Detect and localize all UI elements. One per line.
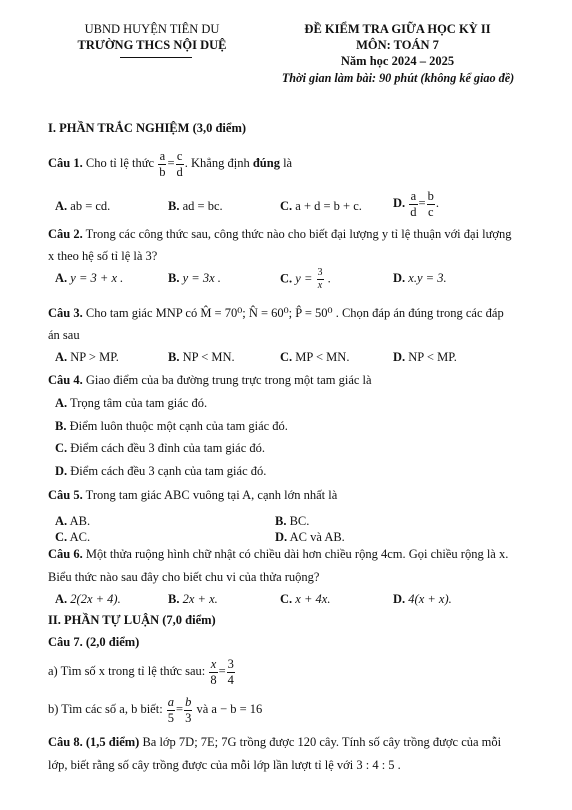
q6-b-text: 2x + x. xyxy=(179,592,218,606)
q1-option-c xyxy=(280,199,362,214)
q7-b-frac-left xyxy=(167,696,175,724)
q1-d-b: b xyxy=(427,189,434,203)
q1-a-label: A. xyxy=(55,199,68,213)
subject xyxy=(290,38,505,53)
q4-option-d xyxy=(55,464,266,479)
q1-frac-a: a xyxy=(159,149,166,163)
question-7a xyxy=(48,658,236,686)
q1-text-before: Cho tỉ lệ thức xyxy=(82,155,158,170)
q1-text-end: là xyxy=(279,155,293,170)
q5-a-text: AB. xyxy=(67,514,91,528)
q4-d-text: Điểm cách đều 3 cạnh của tam giác đó. xyxy=(67,464,267,478)
q5-b-label: B. xyxy=(275,514,287,528)
section1-title xyxy=(48,121,246,136)
question-3-line2 xyxy=(48,328,80,343)
q3-option-d xyxy=(393,350,457,365)
q5-text: Trong tam giác ABC vuông tại A, cạnh lớn nhất là xyxy=(82,488,338,502)
q2-label: Câu 2. xyxy=(48,227,83,241)
q3-a-label: A. xyxy=(55,350,68,364)
q4-a-label: A. xyxy=(55,396,68,410)
q5-option-c xyxy=(55,530,90,545)
header-right-line2: MÔN: TOÁN 7 xyxy=(356,38,439,52)
q5-label: Câu 5. xyxy=(48,488,83,502)
q1-frac-b: b xyxy=(159,164,166,179)
q3-option-a xyxy=(55,350,119,365)
q4-a-text: Trọng tâm của tam giác đó. xyxy=(67,396,208,410)
q5-c-text: AC. xyxy=(67,530,91,544)
q2-b-label: B. xyxy=(168,271,180,285)
q3-b-label: B. xyxy=(168,350,180,364)
q3-c-text: MP < MN. xyxy=(292,350,350,364)
q2-b-text: y = 3x . xyxy=(179,271,221,285)
q1-b-label: B. xyxy=(168,199,180,213)
q7-a-num2: 3 xyxy=(227,657,234,671)
q4-option-a xyxy=(55,396,207,411)
q4-b-text: Điểm luôn thuộc một cạnh của tam giác đó. xyxy=(66,419,288,433)
section2-title-text: II. PHẦN TỰ LUẬN (7,0 điểm) xyxy=(48,613,216,627)
q1-d-frac-right xyxy=(427,190,435,218)
q2-option-c xyxy=(280,268,331,291)
exam-title xyxy=(290,22,505,37)
q4-option-b xyxy=(55,419,288,434)
question-8-line1 xyxy=(48,735,501,750)
q5-d-label: D. xyxy=(275,530,288,544)
q1-c-label: C. xyxy=(280,199,293,213)
header-left-line1: UBND HUYỆN TIÊN DU xyxy=(84,22,220,36)
q5-option-d xyxy=(275,530,345,545)
q1-a-text: ab = cd. xyxy=(67,199,111,213)
q5-b-text: BC. xyxy=(286,514,310,528)
school-name-underline xyxy=(120,57,192,58)
question-8-line2 xyxy=(48,758,401,773)
q2-option-b xyxy=(168,271,221,286)
q6-line1: Một thửa ruộng hình chữ nhật có chiều dài hơn chiều rộng 4cm. Gọi chiều rộng là x. xyxy=(82,547,509,561)
q2-c-pre: y = xyxy=(292,271,316,286)
q7-a-frac-left xyxy=(209,658,217,686)
q6-d-text: 4(x + x). xyxy=(405,592,452,606)
q7-b-num1: a xyxy=(167,695,175,709)
section1-title-text: I. PHẦN TRẮC NGHIỆM (3,0 điểm) xyxy=(48,121,247,135)
q1-c-text: a + d = b + c. xyxy=(292,199,362,213)
q1-text-after: . Khẳng định xyxy=(184,155,253,170)
q2-a-text: y = 3 + x . xyxy=(67,271,124,285)
q6-line2: Biểu thức nào sau đây cho biết chu vi của thửa ruộng? xyxy=(48,570,320,584)
q2-line2: x theo hệ số tỉ lệ là 3? xyxy=(48,249,158,263)
q1-frac-left xyxy=(158,150,166,178)
school-name xyxy=(62,38,242,53)
q7-a-den1: 8 xyxy=(210,672,217,687)
q1-b-text: ad = bc. xyxy=(179,199,223,213)
q6-option-c xyxy=(280,592,330,607)
q7-b-num2: b xyxy=(185,695,192,709)
q1-bold-word: đúng xyxy=(252,155,280,170)
school-year xyxy=(290,54,505,69)
question-7-label xyxy=(48,635,139,650)
q1-frac-right xyxy=(176,150,184,178)
q5-d-text: AC và AB. xyxy=(287,530,345,544)
q1-eq: = xyxy=(167,155,175,170)
q4-b-label: B. xyxy=(55,419,67,433)
q8-line1: Ba lớp 7D; 7E; 7G trồng được 120 cây. Tính số cây trồng được của mỗi xyxy=(139,735,502,749)
q2-c-num: 3 xyxy=(317,267,323,278)
q7-a-text: a) Tìm số x trong tỉ lệ thức sau: xyxy=(48,663,209,678)
q6-option-d xyxy=(393,592,452,607)
q4-c-label: C. xyxy=(55,441,68,455)
question-6-line2 xyxy=(48,570,319,585)
question-6-line1 xyxy=(48,547,508,562)
q3-line1: Cho tam giác MNP có M̂ = 70⁰; N̂ = 60⁰; P̂ = 50⁰ . Chọn đáp án đúng trong các đáp xyxy=(82,306,504,320)
q4-label: Câu 4. xyxy=(48,373,83,387)
q7-a-frac-right xyxy=(227,658,235,686)
q7-a-num1: x xyxy=(210,657,217,671)
question-4 xyxy=(48,373,372,388)
q3-option-c xyxy=(280,350,349,365)
q6-c-label: C. xyxy=(280,592,293,606)
q2-line1: Trong các công thức sau, công thức nào cho biết đại lượng y tỉ lệ thuận với đại lượng xyxy=(82,227,512,241)
q2-option-a xyxy=(55,271,123,286)
q1-option-d xyxy=(393,190,439,218)
q1-d-d: d xyxy=(410,204,417,219)
q8-line2: lớp, biết rằng số cây trồng được của mỗi lớp lần lượt tỉ lệ với 3 : 4 : 5 . xyxy=(48,758,401,772)
q4-d-label: D. xyxy=(55,464,68,478)
q3-c-label: C. xyxy=(280,350,293,364)
q1-d-a: a xyxy=(410,189,417,203)
q6-option-b xyxy=(168,592,218,607)
q3-d-text: NP < MP. xyxy=(405,350,457,364)
q8-label: Câu 8. (1,5 điểm) xyxy=(48,735,140,749)
q6-d-label: D. xyxy=(393,592,406,606)
q6-a-label: A. xyxy=(55,592,68,606)
header-right-line3: Năm học 2024 – 2025 xyxy=(340,54,455,68)
q5-option-a xyxy=(55,514,90,529)
q7-a-eq: = xyxy=(218,663,226,678)
q7-b-frac-right xyxy=(184,696,192,724)
q1-d-eq: = xyxy=(418,195,426,210)
header-left-line2: TRƯỜNG THCS NỘI DUỆ xyxy=(77,38,227,52)
q6-a-text: 2(2x + 4). xyxy=(67,592,121,606)
question-1 xyxy=(48,150,292,178)
q5-c-label: C. xyxy=(55,530,68,544)
q6-label: Câu 6. xyxy=(48,547,83,561)
q7-b-den2: 3 xyxy=(185,710,192,725)
question-3-line1 xyxy=(48,305,504,321)
q6-c-text: x + 4x. xyxy=(292,592,331,606)
q2-c-frac xyxy=(317,268,324,291)
q1-d-label: D. xyxy=(393,195,406,210)
q3-label: Câu 3. xyxy=(48,306,83,320)
q7-b-text: b) Tìm các số a, b biết: xyxy=(48,701,166,716)
q5-a-label: A. xyxy=(55,514,68,528)
q3-line2: án sau xyxy=(48,328,80,342)
q2-a-label: A. xyxy=(55,271,68,285)
q6-option-a xyxy=(55,592,121,607)
q3-b-text: NP < MN. xyxy=(179,350,235,364)
question-5 xyxy=(48,488,337,503)
q2-c-den: x xyxy=(317,280,323,291)
q1-label: Câu 1. xyxy=(48,155,83,170)
q2-c-label: C. xyxy=(280,271,293,286)
q1-frac-d: d xyxy=(176,164,183,179)
q1-d-end: . xyxy=(435,195,439,210)
question-2-line1 xyxy=(48,227,512,242)
q7-label: Câu 7. (2,0 điểm) xyxy=(48,635,140,649)
q2-d-label: D. xyxy=(393,271,406,285)
section2-title xyxy=(48,613,216,628)
q4-option-c xyxy=(55,441,265,456)
header-right-line4: Thời gian làm bài: 90 phút (không kể giao đề) xyxy=(281,71,515,85)
q1-d-frac-left xyxy=(409,190,417,218)
q1-d-c: c xyxy=(427,204,434,219)
q3-a-text: NP > MP. xyxy=(67,350,119,364)
q7-a-den2: 4 xyxy=(227,672,234,687)
q2-option-d xyxy=(393,271,447,286)
q1-option-a xyxy=(55,199,110,214)
q3-option-b xyxy=(168,350,235,365)
q7-b-end: và a − b = 16 xyxy=(193,701,263,716)
q1-frac-c: c xyxy=(176,149,183,163)
time-allowed xyxy=(270,71,526,86)
school-district xyxy=(62,22,242,37)
question-2-line2 xyxy=(48,249,157,264)
q3-d-label: D. xyxy=(393,350,406,364)
q5-option-b xyxy=(275,514,309,529)
q6-b-label: B. xyxy=(168,592,180,606)
q1-option-b xyxy=(168,199,223,214)
q4-c-text: Điểm cách đều 3 đỉnh của tam giác đó. xyxy=(67,441,266,455)
q4-text: Giao điểm của ba đường trung trực trong một tam giác là xyxy=(82,373,372,387)
header-right-line1: ĐỀ KIỂM TRA GIỮA HỌC KỲ II xyxy=(304,22,491,36)
question-7b xyxy=(48,696,262,724)
q7-b-den1: 5 xyxy=(167,710,175,725)
q2-c-end: . xyxy=(324,271,331,286)
q2-d-text: x.y = 3. xyxy=(405,271,447,285)
q7-b-eq: = xyxy=(176,701,184,716)
